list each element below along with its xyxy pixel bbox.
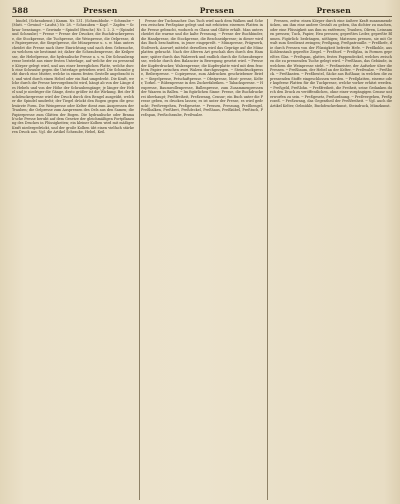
page-number: 588 (12, 5, 29, 15)
column-text: Pressen, zeitw. einen Körper durch eine äußere Kraft zusammendrücken, um ihm eine andere Gestalt zu geben, ihn dichter zu machen, oder eine Flüssigkeit aus ihm zu entfernen; Trauben, Oliven, Leinsamen pressen; Tuch, Papier, Heu pressen; gepreßtes Leder, gepreßte Blumen. Figürlich: bedrängen, nöthigen; Matrosen pressen, sie mit Gewalt zum Seedienst zwingen; Preßgang, Preßpatrouille. ─ Preßhefe, die durch Pressen von der Flüssigkeit befreite Hefe. ─ Preßkohle, aus Kohlenstaub gepreßte Ziegel. ─ Preßtorf. ─ Preßglas, in Formen gepreßtes Glas. ─ Preßspan, glattes, festes Pappendeckel, welches zwischen die zu pressenden Tuche gelegt wird. ─ Preßhaus, das Gebäude, in welchem die Weinpresse steht. ─ Preßmeister, der Aufseher über die Pressen. ─ Preßbaum, der Hebel an der Kelter. ─ Preßwalze. ─ Preßbock. ─ Preßkasten. ─ Preßbeutel, Säcke aus Roßhaar, in welchen die zu pressenden Stoffe eingeschlossen werden. ─ Preßplatten, eiserne oder kupferne Platten für die Tuchpresse, welche vorher erhitzt werden. ─ Preßgeld, Preßlohn. ─ Preßfreiheit, die Freiheit, seine Gedanken durch den Druck zu veröffentlichen, ohne einer vorgängigen Censur unterworfen zu sein. ─ Preßgesetz, Preßordnung. ─ Preßvergehen, Preßprozeß. ─ Preßzwang, das Gegentheil der Preßfreiheit. ─ Vgl. auch die Artikel Kelter, Oelmühle, Buchdruckerkunst, Steindruck, Münzkunst. (270, 19, 392, 108)
running-head-center: Pressen (199, 5, 235, 15)
running-header (12, 4, 392, 16)
running-head-left: Pressen (83, 5, 118, 15)
column-3 (270, 19, 392, 500)
text-columns (12, 19, 392, 500)
header-rule (12, 16, 392, 17)
column-1 (12, 19, 134, 500)
column-text: bindel, (Schraubenst.) Kamm. Nr. 131. (Schraubbohr. ─ Schraube ─ (Mutt. ─ Gewind ─ Laufst.) Nr. 28. ─ Schrauben ─ Kopf. ─ Zapfen ─ Schrau- benstange. ─ Gewinde ─ Spindel (Beschr.) Nr. 1. 2. 3. ─ (Spindel und Schraube) ─ Presse ─ Presse der Drucker, die Buchdruckerpresse, die Stockpresse, die Tuchpresse, die Weinpresse, die Oelpresse, die Papierpresse, die Siegelpresse, die Münzpresse u. s. w. Man unterscheidet die Presse nach ihrer Einrichtung und nach dem Gebrauche, zu welchem sie bestimmt ist; daher die Schraubenpresse, die Keilpresse, die Hebelpresse, die hydraulische Presse u. s. w. Die Schraubenpresse besteht aus einer festen Unterlage, auf welche der zu pressende Körper gelegt wird, und aus einer beweglichen Platte, welche durch eine Schraube gegen die Unterlage getrieben wird. Die Schraube geht durch eine Mutter, welche in einem festen Gestelle angebracht ist, und wird durch einen Hebel oder ein Rad umgedreht. Die Kraft, welche durch die Presse hervorgebracht wird, hängt ab von der Länge des Hebels und von der Höhe der Schraubengänge; je länger der Hebel und je niedriger die Gänge, desto größer ist die Wirkung. Bei der Buchdruckerpresse wird der Druck durch den Bengel ausgeübt, welcher die Spindel umdreht; der Tiegel drückt den Bogen gegen die geschwärzte Form. Die Weinpresse oder Kelter dient zum Auspressen der Trauben; die Oelpresse zum Auspressen des Oels aus den Samen; die Papierpresse zum Glätten der Bogen. Die hydraulische oder Bramah'sche Presse beruht auf dem Gesetze der gleichmäßigen Fortpflanzung des Druckes in Flüssigkeiten; ein kleiner Kolben wird mit mäßiger Kraft niedergedrückt, und der große Kolben übt einen vielfach stärkeren Druck aus. Vgl. die Artikel Schraube, Hebel, Keil. (12, 19, 134, 135)
column-text: Presse der Tuchmacher. Das Tuch wird nach dem Walken und Scheren zwischen Preßspäne gelegt und mit erhitzten eisernen Platten in die Presse gebracht, wodurch es Glanz und Glätte erhält. Man unterscheidet die warme und die kalte Pressung. ─ Presse der Buchbinder, die Handpresse, die Stockpresse, die Beschneidpresse; in dieser wird das Buch beschnitten, in jener eingepreßt. ─ Münzpresse, Prägwerk, Stoßwerk, Anwurf; mittelst derselben wird das Gepräge auf die Münzplatten gebracht. Nach der älteren Art geschah dies durch den Hammer; später durch das Walzwerk und endlich durch die Schraubenpresse, welche durch den Balancier in Bewegung gesetzt wird. ─ Presse der Kupferdrucker, Walzenpresse; die Kupferplatte wird mit dem feuchten Papier zwischen zwei Walzen durchgezogen. ─ Steindruckpresse, Reiberpresse. ─ Copirpresse, zum Abdrucken geschriebener Briefe. ─ Siegelpresse, Petschaftpresse. ─ Obstpresse, Most- presse, Kelter, Torkel. ─ Rübenpresse in den Zuckerfabriken. ─ Tabackspresse. ─ Heupresse, Baumwollenpresse, Ballenpresse, zum Zusammenpressen der Waaren in Ballen. ─ Im figürlichen Sinne: Presse, die Buchdruckerei überhaupt; Preßfreiheit, Preßzwang, Censur; ein Buch unter die Presse geben, es drucken lassen; es ist unter der Presse, es wird gedruckt; Preßvergehen, Preßgesetze. ─ Pressen, Pressung, Preßbengel, Preßbalken, Preßbret, Preßdeckel, Preßhaus, Preßkübel, Preßtuch, Preßspan, Preßschraube, Preßwalze. (141, 19, 263, 117)
column-2 (141, 19, 263, 500)
running-head-right: Pressen (316, 5, 351, 15)
